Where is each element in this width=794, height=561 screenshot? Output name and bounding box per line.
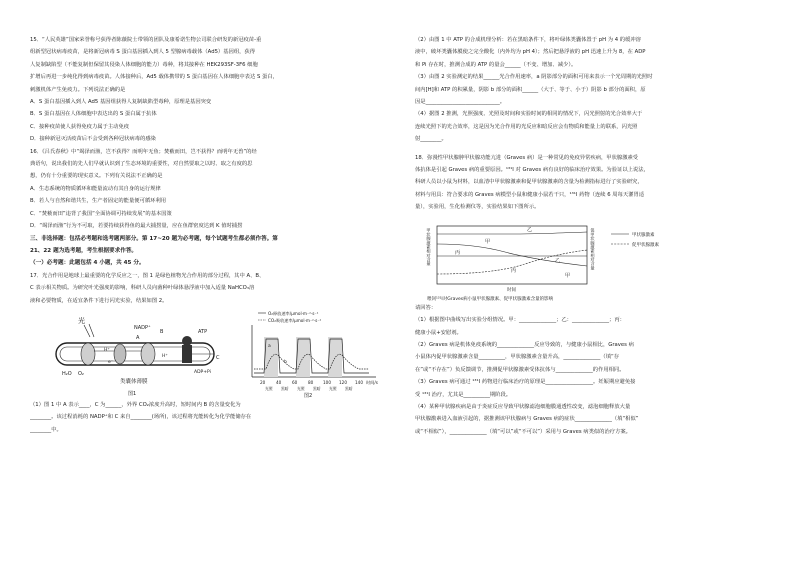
o2-label: O₂ <box>78 370 84 377</box>
q18-cont-line: 受 ¹³¹I 治疗，尤其是__________期阶段。 <box>415 391 512 398</box>
question-18 <box>415 152 785 214</box>
q18-line: 体抗体是引起 Graves 病的重要原因。¹³¹I 对 Graves 病有良好的临床治疗效果。为验证以上说法， <box>415 167 649 174</box>
question-17-cont <box>415 34 785 146</box>
cytochrome <box>114 344 126 364</box>
question-18-cont <box>415 302 785 438</box>
q17-part1-line: ________。该过程消耗的 NADP⁺和 C 来自________(场所)，该过程将光能转化为化学能储存在 <box>30 414 252 421</box>
q16-option: A．生态系统的物质循环和能量流动有其自身的运行规律 <box>30 185 161 192</box>
figure-3-caption: 喂饲¹³¹I对Graves病小鼠甲状腺激素、促甲状腺激素含量的影响 <box>427 296 554 302</box>
atp-synthase <box>182 345 192 363</box>
segment-label: 黑暗 <box>345 385 353 391</box>
figure-1-thylakoid <box>48 307 238 399</box>
segment-label: 光照 <box>297 385 305 391</box>
area-a-label: a <box>268 343 271 349</box>
q18-figure <box>415 214 785 302</box>
q17-line: 17．光合作用是地球上最重要的化学反应之一，图 1 是绿色植物光合作用的部分过程，其中 A、B、 <box>30 272 265 279</box>
q17-cont-line: 连续光照下的光合效率，这是因为光合作用的光反应和暗反应会有物质和能量上的联系，闪光照 <box>415 123 638 130</box>
figure-3-hormone-chart <box>415 214 775 302</box>
q15-option: C．接种疫苗使人获得免疫力属于主动免疫 <box>30 123 130 130</box>
q15-option: A．S 蛋白基因插入到人 Ad5 基因组获得人复制缺陷型毒种，原理是基因突变 <box>30 99 212 106</box>
q17-cont-line: （2）由图 1 中 ATP 的合成机理分析：若在黑暗条件下，将叶绿体类囊体置于 pH 为 4 的缓冲溶 <box>415 37 641 43</box>
x-tick: 20 <box>260 379 266 385</box>
adp-label: ADP+Pi <box>194 369 211 375</box>
y-label-right: 促甲状腺激素相对含量 <box>590 227 596 270</box>
x-tick: 80 <box>308 379 314 385</box>
q18-cont-line: 甲状腺激素进入血液引起的，据推测该甲状腺病与 Graves 病的症状______________（填“相似” <box>415 416 639 423</box>
legend-tsh: 促甲状腺激素 <box>632 242 659 248</box>
q17-cont-line: 因是____________________________。 <box>415 99 506 106</box>
curve-label: 丙 <box>511 267 517 274</box>
curve-label: 乙 <box>555 257 561 264</box>
q17-cont-line: （4）据图 2 推测，光照强度、光照及时间和实验时间的相同的情况下，闪光照射的光合效率大于 <box>415 111 643 118</box>
membrane-label: 类囊体薄膜 <box>120 378 148 385</box>
q18-line: 科研人员以小鼠为材料，以血清中甲状腺激素和促甲状腺激素的含量为检测指标进行了实验研究， <box>415 179 643 186</box>
question-17 <box>30 270 400 307</box>
q18-cont-line: 在”或“不存在”）负反馈调节，推测促甲状腺激素受体抗体与______________的作用相同。 <box>415 366 625 373</box>
curve-label: 丙 <box>455 249 461 256</box>
q15-line: 组新型冠状病毒疫苗，是将新冠病毒 S 蛋白基因插入到人 5 型腺病毒载体（Ad5）基因组，获得 <box>30 49 256 56</box>
q18-cont-line: （1）根据图中曲线写出实验分组情况。甲：______________；乙：______________；丙： <box>415 317 625 324</box>
q18-line: 18．弥漫性甲状腺肿甲状腺功能亢进（Graves 病）是一种常见的免疫异常疾病，甲状腺激素受 <box>415 154 639 161</box>
x-tick: 60 <box>292 379 298 385</box>
curve-yi-thyroid <box>437 232 587 234</box>
a-label: A <box>136 334 140 341</box>
q15-line: 刺激机体产生免疫力。下列说法正确的是 <box>30 86 126 93</box>
q15-line: 人复制缺陷型（不能复制但保留其侵染人体细胞的能力）毒种，将其接种在 HEK293SF-3F6 细胞 <box>30 61 258 68</box>
x-unit: 时间/s <box>366 379 378 385</box>
curve-label: 甲 <box>565 272 571 279</box>
c-label: C <box>216 354 220 361</box>
q16-line: 典语句，说出我们的先人们早就认识到了生态环境的重要性，对自然要取之以时、取之有度的思 <box>30 161 253 168</box>
light-label: 光 <box>78 316 85 325</box>
q17-part1-line: ________中。 <box>30 426 62 433</box>
question-15 <box>30 34 400 146</box>
q15-line: 扩增后再进一步纯化得到病毒疫苗。人体接种后，Ad5 载体携带的 S 蛋白基因在人体细胞中表达 S 蛋白， <box>30 74 278 81</box>
x-tick: 120 <box>339 379 347 385</box>
q18-cont-line: 小鼠体内促甲状腺激素含量__________，甲状腺激素含量升高，______________（填“存 <box>415 354 620 361</box>
q18-cont-line: （4）某种甲状腺疾病是由于炎症反应导致甲状腺滤泡细胞膜通透性改变，滤泡细胞释放大量 <box>415 403 631 410</box>
legend-co2: CO₂吸收速率/μmol·m⁻²·s⁻¹ <box>268 317 322 323</box>
right-column <box>415 0 785 561</box>
section-3-line: 三、非选择题：包括必考题和选考题两部分。第 17~20 题为必考题，每个试题考生都必须作答。第 <box>30 235 278 242</box>
q18-cont-line: 请回答： <box>415 304 437 311</box>
q18-cont-line: 或“不相似”），______________（填“可以”或“不可以”）采用与 Graves 病类似的治疗方案。 <box>415 428 631 435</box>
curve-label: 乙 <box>527 226 533 233</box>
figure-2-flash-chart <box>244 307 384 399</box>
legend-o2: O₂释放速率/μmol·m⁻²·s⁻¹ <box>268 310 319 316</box>
q15-option: D．接种新冠灭活疫苗后不会受到各种冠状病毒的感染 <box>30 136 156 143</box>
figure-1-caption: 图1 <box>128 390 137 397</box>
h2o-label: H₂O <box>62 370 72 377</box>
section-3-sub: （一）必考题：此题包括 4 小题，共 45 分。 <box>30 260 145 267</box>
q17-cont-line: （3）由图 2 实验测定的结果______光合作用速率，a 阴影部分的面积可用来表示一个光周期的光照时 <box>415 74 653 81</box>
q16-option: B．若人与自然和谐共生，生产者固定的能量便可循环利用 <box>30 198 167 205</box>
h-plus-label: H⁺ <box>162 353 168 359</box>
x-label: 时间 <box>507 287 516 293</box>
electron-label: e⁻ <box>108 359 114 365</box>
segment-label: 光照 <box>265 385 273 391</box>
q18-line: 量），实验用，生化检测仪等，实验结果如下图所示。 <box>415 204 540 211</box>
section-3-header <box>30 233 400 270</box>
question-17-part1 <box>30 399 400 436</box>
section-3-line: 21、22 题为选考题，考生根据要求作答。 <box>30 247 138 254</box>
q18-line: 材料与用具：符合要求的 Graves 病模型小鼠和健康小鼠若干只，¹³¹I 药物（连续 6 周每天灌胃适 <box>415 191 645 198</box>
question-16 <box>30 146 400 233</box>
segment-label: 光照 <box>329 385 337 391</box>
q16-option: C．“焚薮而田”违背了我国“全面协调可持续发展”的基本国策 <box>30 210 172 217</box>
q18-cont-line: （2）Graves 病是机体免疫系统的______________反应导致的，与健康小鼠相比，Graves 病 <box>415 341 634 348</box>
nadp-label: NADP⁺ <box>134 324 151 331</box>
h-plus-label: H⁺ <box>104 347 110 353</box>
q16-line: 16．《吕氏春秋》中“竭泽而渔，岂不获得？而明年无鱼；焚薮而田，岂不获得？而明年无兽”的经 <box>30 148 257 155</box>
segment-label: 黑暗 <box>281 385 289 391</box>
segment-label: 黑暗 <box>313 385 321 391</box>
x-tick: 140 <box>355 379 363 385</box>
figure-2-caption: 图2 <box>304 392 313 399</box>
q18-cont-line: （3）Graves 病可通过 ¹³¹I 药物进行临床治疗的原理是__________________。妊娠期应避免接 <box>415 379 636 386</box>
q15-line: 15．“人民英雄”国家荣誉称号获得者陈薇院士带领的团队及康希诺生物公司联合研发的新冠疫苗-重 <box>30 37 262 43</box>
y-label-left: 甲状腺激素相对含量 <box>426 227 432 266</box>
area-b-label: b <box>284 359 287 365</box>
q16-option: D．“竭泽而渔”行为不可取，若要持续获得鱼的最大捕捞量，应在鱼群密度达到 K 值时捕捞 <box>30 223 243 230</box>
q17-line: 液和必要物质，在适宜条件下进行闪光实验，结果如图 2。 <box>30 297 168 304</box>
x-tick: 40 <box>276 379 282 385</box>
q17-figures <box>30 307 400 399</box>
q18-cont-line: 健康小鼠+安慰剂。 <box>415 329 462 336</box>
q17-cont-line: 和 Pi 存在时，推测合成的 ATP 的量会______（不变、增加、减少）。 <box>415 61 577 68</box>
legend-thyroid: 甲状腺激素 <box>632 232 655 238</box>
atp-label: ATP <box>198 328 208 335</box>
q17-line: C 表示相关物质。为研究叶光强度的影响，科研人员向菌种叶绿体悬浮液中加入适量 NaHCO₃溶 <box>30 285 255 292</box>
x-tick: 100 <box>323 379 331 385</box>
b-label: B <box>160 328 164 335</box>
q17-cont-line: 液中，破坏类囊体膜使之完全酸化（内外均为 pH 4）；然后把悬浮液的 pH 迅速上升为 8，在 ADP <box>415 49 646 56</box>
q17-cont-line: 间内[H]和 ATP 的积累量，阴影 b 部分的面积______（大于、等于、小于）阴影 b 部分的面积，原 <box>415 86 646 93</box>
q17-cont-line: 射________。 <box>415 136 447 143</box>
photosystem-ii <box>81 343 95 365</box>
q15-option: B．S 蛋白基因在人体细胞中表达出的 S 蛋白属于抗体 <box>30 111 157 118</box>
left-column <box>30 0 400 561</box>
photosystem-i <box>141 343 155 365</box>
q17-part1-line: （1）图 1 中 A 表示____，C 为______，外界 CO₂浓度升高时，短时间内 B 的含量变化为 <box>30 401 241 408</box>
curve-label: 甲 <box>485 238 491 245</box>
q16-line: 想，仍有十分重要的现实意义。下列有关说法不正确的是 <box>30 173 163 180</box>
